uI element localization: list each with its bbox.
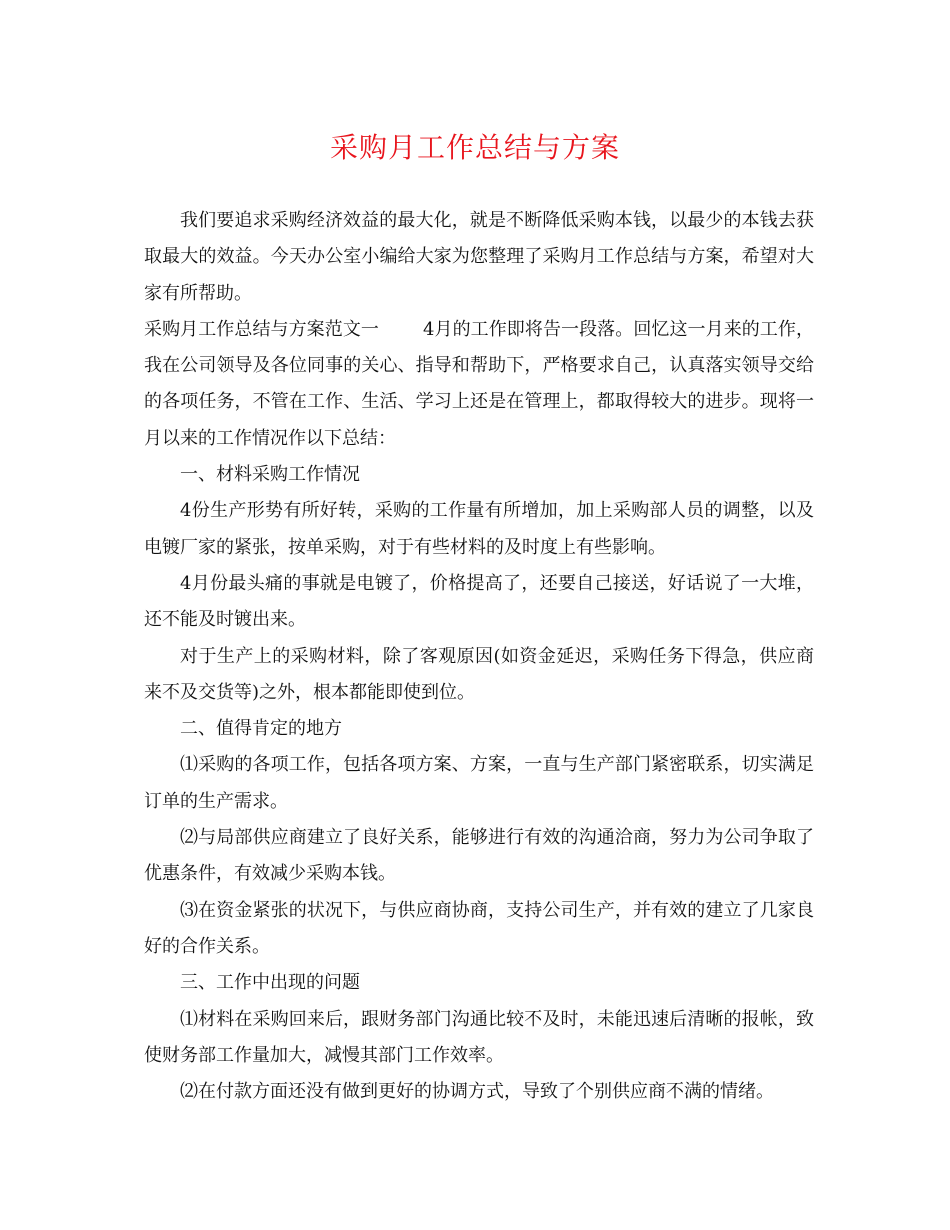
paragraph-8: ⑵在付款方面还没有做到更好的协调方式，导致了个别供应商不满的情绪。 <box>180 1081 774 1103</box>
section-heading-3: 三、工作中出现的问题 <box>180 972 360 994</box>
page-title: 采购月工作总结与方案 <box>329 131 620 164</box>
sample-paragraph <box>144 312 814 457</box>
paragraph-2: 4月份最头痛的事就是电镀了，价格提高了，还要自己接送，好话说了一大堆，还不能及时镀出来。 <box>144 572 814 631</box>
intro-paragraph: 我们要追求采购经济效益的最大化，就是不断降低采购本钱，以最少的本钱去获取最大的效益。今天办公室小编给大家为您整理了采购月工作总结与方案，希望对大家有所帮助。 <box>144 210 814 304</box>
paragraph-3: 对于生产上的采购材料，除了客观原因(如资金延迟，采购任务下得急，供应商来不及交货等)之外，根本都能即使到位。 <box>144 645 814 703</box>
paragraph-7: ⑴材料在采购回来后，跟财务部门沟通比较不及时，未能迅速后清晰的报帐，致使财务部工作量加大，减慢其部门工作效率。 <box>144 1008 814 1066</box>
sample-label: 采购月工作总结与方案范文一 <box>144 318 379 340</box>
document-body <box>144 203 814 1110</box>
paragraph-1: 4份生产形势有所好转，采购的工作量有所增加，加上采购部人员的调整，以及电镀厂家的紧张，按单采购，对于有些材料的及时度上有些影响。 <box>144 500 814 558</box>
sample-body: 4月的工作即将告一段落。回忆这一月来的工作，我在公司领导及各位同事的关心、指导和帮助下，严格要求自己，认真落实领导交给的各项任务，不管在工作、生活、学习上还是在管理上，都取得较大的进步。现将一月以来的工作情况作以下总结： <box>144 318 815 449</box>
paragraph-6: ⑶在资金紧张的状况下，与供应商协商，支持公司生产，并有效的建立了几家良好的合作关系。 <box>144 899 814 957</box>
section-heading-1: 一、材料采购工作情况 <box>180 464 360 486</box>
paragraph-4: ⑴采购的各项工作，包括各项方案、方案，一直与生产部门紧密联系，切实满足订单的生产需求。 <box>144 754 814 812</box>
section-heading-2: 二、值得肯定的地方 <box>180 718 342 740</box>
paragraph-5: ⑵与局部供应商建立了良好关系，能够进行有效的沟通洽商，努力为公司争取了优惠条件，有效减少采购本钱。 <box>144 827 814 885</box>
